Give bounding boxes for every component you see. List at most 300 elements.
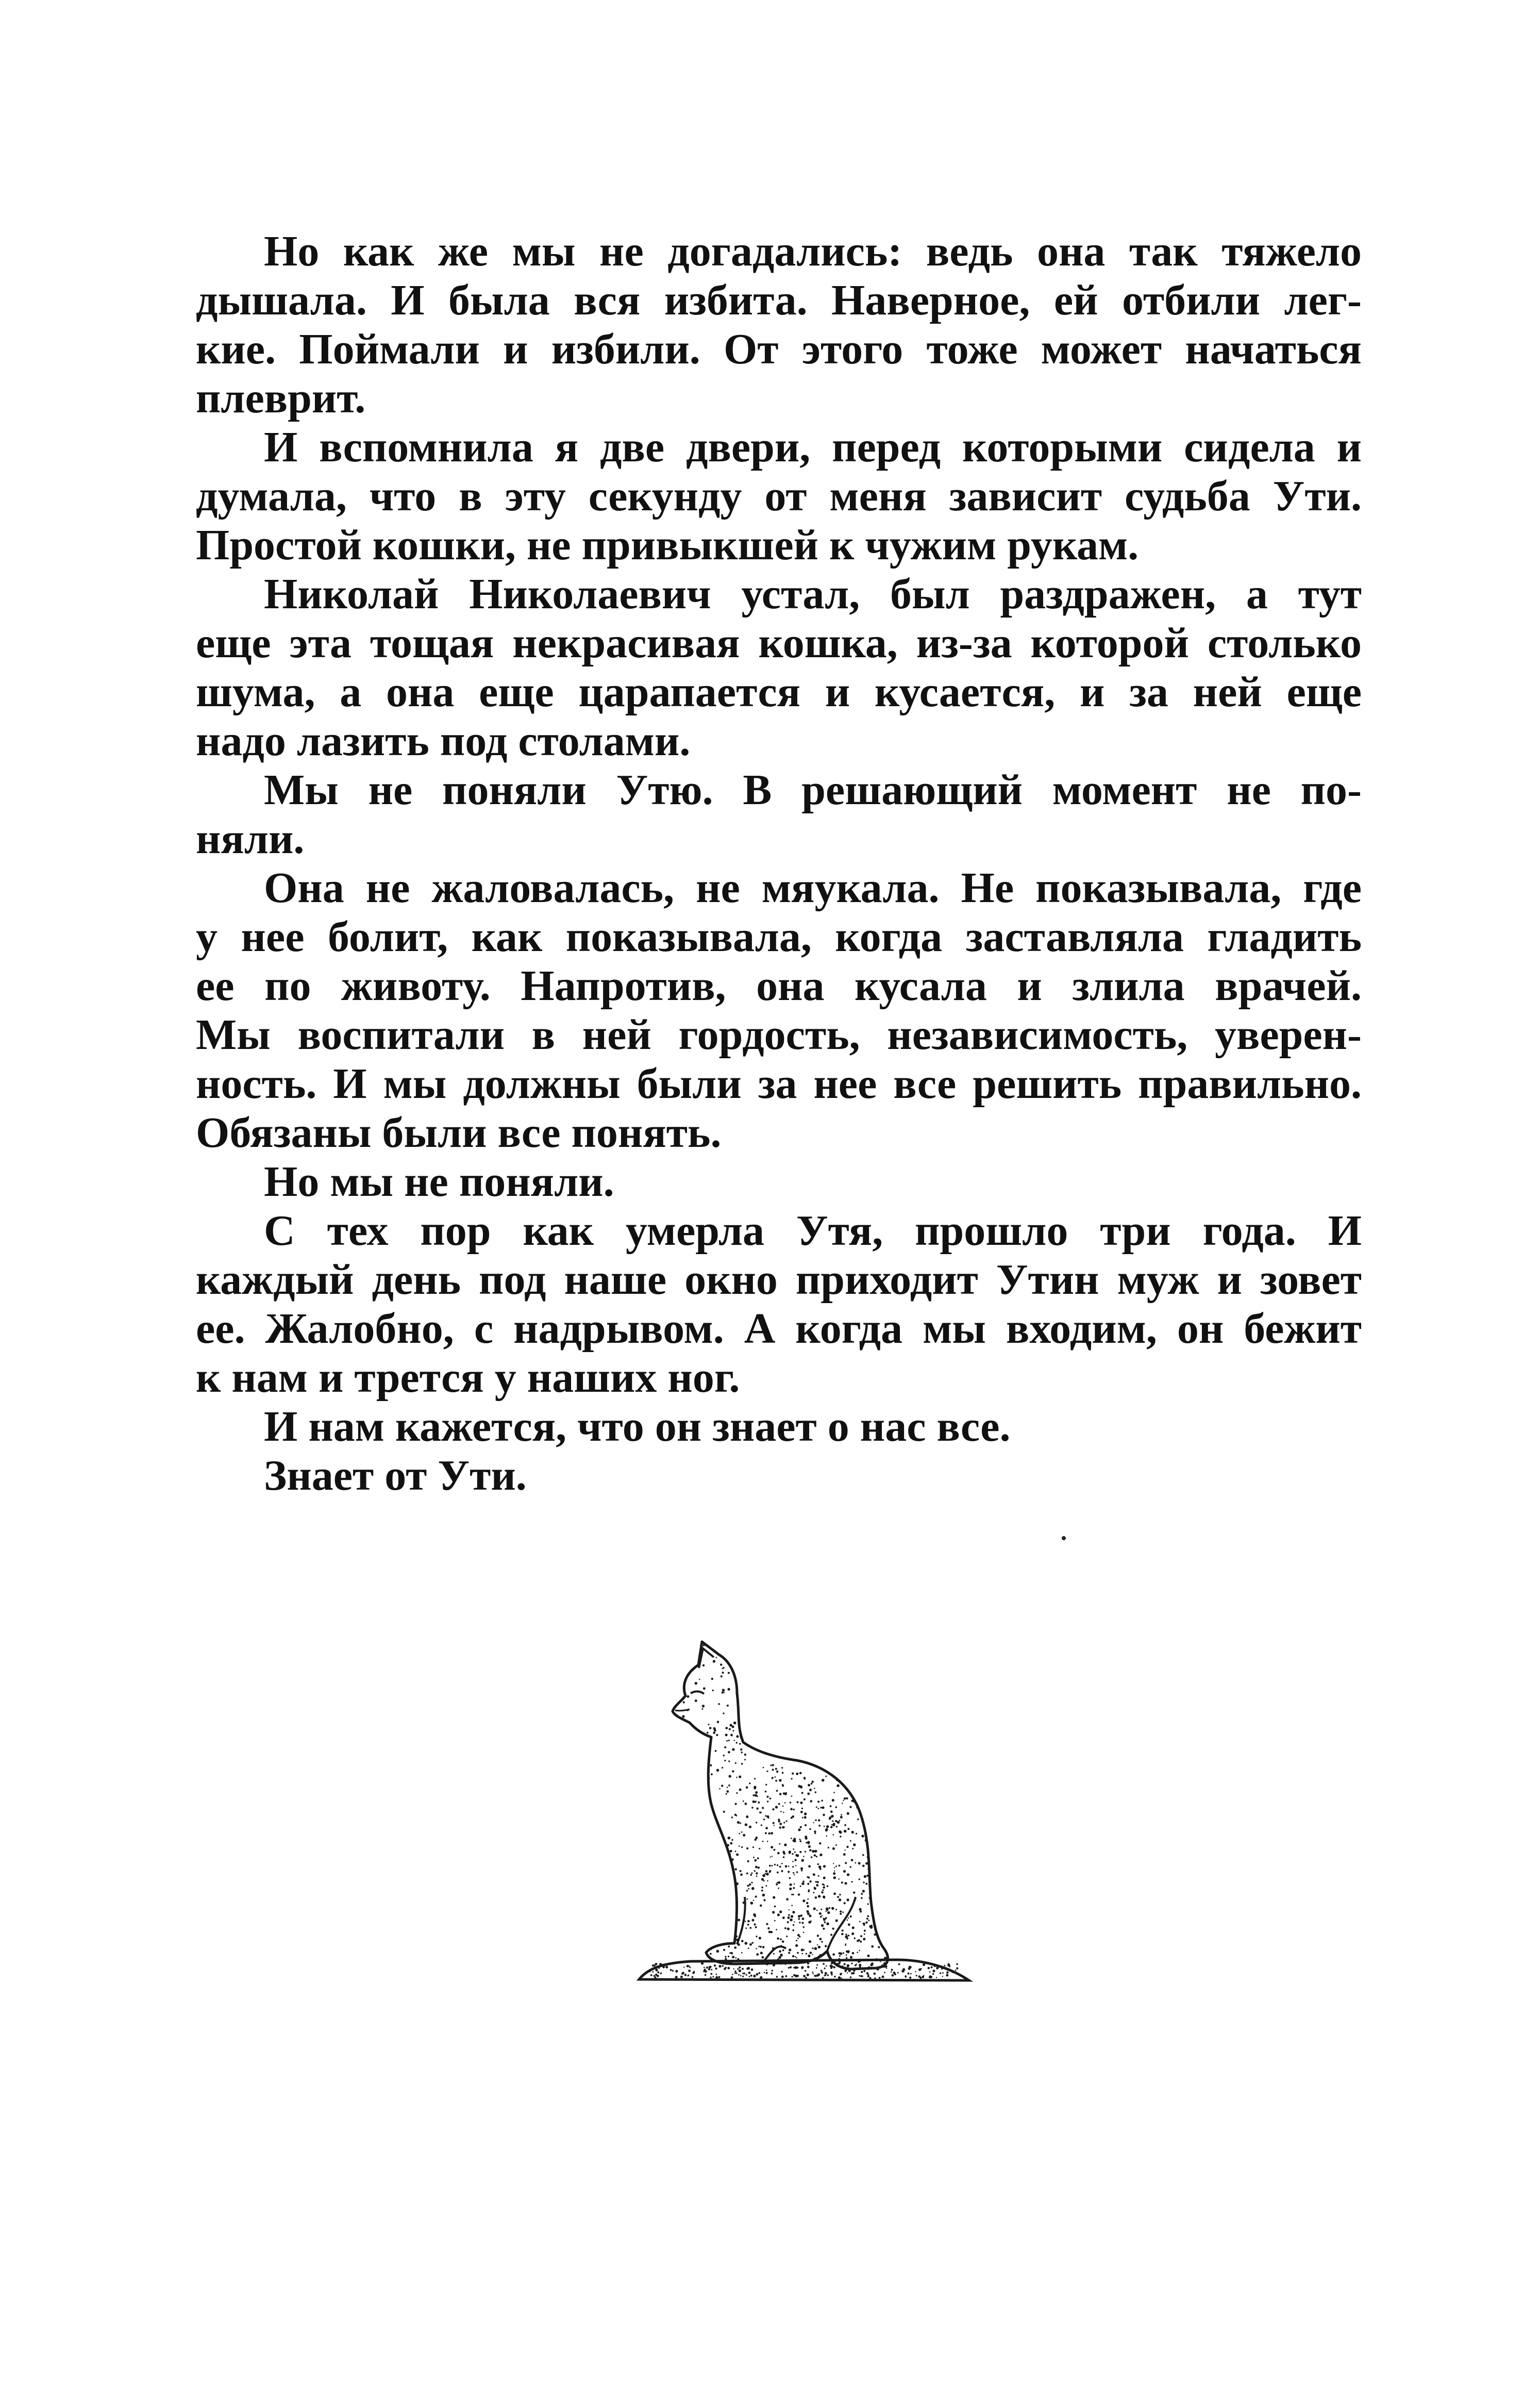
stipple-dot (874, 1777, 876, 1779)
stipple-dot (803, 1975, 806, 1977)
stipple-dot (801, 1870, 802, 1871)
stipple-dot (916, 1975, 917, 1976)
text-line: Обязаны были все понять. (196, 1109, 722, 1157)
stipple-dot (796, 1957, 797, 1958)
stipple-dot (860, 1639, 862, 1641)
stipple-dot (887, 1755, 890, 1758)
stipple-dot (889, 1672, 891, 1674)
stipple-dot (715, 1976, 718, 1979)
stipple-dot (774, 1825, 775, 1826)
stipple-dot (727, 1967, 730, 1970)
stipple-dot (664, 1754, 666, 1756)
stipple-dot (878, 1787, 880, 1789)
stipple-dot (789, 1888, 792, 1890)
stipple-dot (719, 1835, 721, 1837)
stipple-dot (670, 1969, 672, 1971)
stipple-dot (873, 1673, 874, 1674)
stipple-dot (836, 1826, 838, 1827)
stipple-dot (667, 1826, 669, 1828)
stipple-dot (869, 1925, 872, 1928)
stipple-dot (763, 1659, 765, 1661)
stipple-dot (764, 1972, 765, 1973)
stipple-dot (755, 1839, 757, 1841)
stipple-dot (710, 1977, 711, 1978)
stipple-dot (682, 1860, 684, 1862)
stipple-dot (823, 1886, 825, 1889)
stipple-dot (848, 1923, 850, 1926)
stipple-dot (832, 1953, 835, 1956)
stipple-dot (889, 1744, 891, 1746)
stipple-dot (799, 1710, 802, 1712)
stipple-dot (766, 1771, 768, 1772)
stipple-dot (885, 1921, 888, 1923)
stipple-dot (881, 1861, 884, 1864)
stipple-dot (849, 1806, 851, 1808)
stipple-dot (699, 1679, 700, 1680)
stipple-dot (817, 1689, 819, 1691)
stipple-dot (850, 1840, 851, 1842)
stipple-dot (811, 1719, 813, 1721)
stipple-dot (780, 1670, 782, 1672)
stipple-dot (818, 1720, 821, 1722)
stipple-dot (861, 1795, 863, 1797)
stipple-dot (756, 1822, 757, 1823)
stipple-dot (841, 1670, 842, 1671)
stipple-dot (862, 1688, 863, 1689)
stipple-dot (801, 1808, 803, 1809)
stipple-dot (783, 1966, 785, 1968)
stipple-dot (818, 1711, 820, 1713)
stipple-dot (654, 1976, 656, 1978)
stipple-dot (813, 1756, 815, 1759)
text-line: плеврит. (196, 374, 366, 422)
stipple-dot (843, 1799, 844, 1801)
stipple-dot (762, 1874, 765, 1877)
stipple-dot (889, 1852, 891, 1855)
stipple-dot (688, 1970, 691, 1972)
stipple-dot (890, 1706, 892, 1708)
stipple-dot (708, 1742, 710, 1744)
stipple-dot (885, 1924, 888, 1926)
stipple-dot (775, 1722, 777, 1723)
stipple-dot (715, 1912, 716, 1913)
stipple-dot (773, 1690, 774, 1692)
stipple-dot (766, 1970, 767, 1971)
stipple-dot (877, 1771, 878, 1772)
stipple-dot (740, 1822, 741, 1824)
stipple-dot (807, 1966, 810, 1969)
stipple-dot (704, 1888, 705, 1889)
stipple-dot (708, 1968, 710, 1970)
stipple-dot (847, 1965, 849, 1968)
stipple-dot (808, 1842, 810, 1844)
stipple-dot (885, 1849, 888, 1852)
stipple-dot (664, 1919, 667, 1922)
stipple-dot (881, 1721, 883, 1722)
stipple-dot (861, 1971, 863, 1973)
stipple-dot (665, 1966, 668, 1969)
stipple-dot (773, 1682, 775, 1685)
stipple-dot (825, 1974, 826, 1976)
stipple-dot (711, 1678, 713, 1680)
stipple-dot (812, 1965, 814, 1968)
stipple-dot (687, 1879, 688, 1880)
stipple-dot (816, 1719, 819, 1722)
stipple-dot (868, 1784, 871, 1787)
stipple-dot (707, 1859, 709, 1861)
stipple-dot (814, 1788, 815, 1789)
stipple-dot (723, 1949, 725, 1951)
stipple-dot (808, 1865, 811, 1868)
stipple-dot (824, 1677, 826, 1678)
stipple-dot (864, 1875, 866, 1878)
stipple-dot (775, 1738, 777, 1740)
stipple-dot (882, 1976, 884, 1978)
text-line: Она не жаловалась, не мяукала. Не показывала, где (264, 864, 1362, 912)
stipple-dot (701, 1903, 704, 1905)
stipple-dot (838, 1776, 840, 1777)
stipple-dot (786, 1936, 788, 1937)
stipple-dot (783, 1822, 785, 1823)
stipple-dot (671, 1842, 673, 1844)
stipple-dot (807, 1876, 808, 1878)
stipple-dot (716, 1769, 719, 1772)
stipple-dot (867, 1786, 869, 1788)
cat-eye (691, 1691, 704, 1694)
stipple-dot (882, 1839, 885, 1841)
stipple-dot (802, 1817, 804, 1819)
stipple-dot (817, 1863, 819, 1865)
stipple-dot (799, 1851, 801, 1853)
stipple-dot (755, 1866, 758, 1869)
stipple-dot (830, 1967, 832, 1969)
stipple-dot (690, 1751, 693, 1754)
stipple-dot (788, 1679, 789, 1681)
stipple-dot (856, 1719, 858, 1721)
stipple-dot (847, 1873, 849, 1876)
stipple-dot (746, 1974, 747, 1976)
stipple-dot (773, 1953, 775, 1955)
stipple-dot (791, 1691, 794, 1694)
stipple-dot (679, 1952, 681, 1954)
stipple-dot (875, 1842, 876, 1843)
stipple-dot (694, 1789, 696, 1791)
stipple-dot (679, 1779, 680, 1780)
stipple-dot (802, 1718, 805, 1720)
stipple-dot (769, 1797, 772, 1799)
stipple-dot (803, 1699, 805, 1701)
stipple-dot (811, 1969, 813, 1971)
stipple-dot (671, 1944, 673, 1947)
stipple-dot (687, 1910, 689, 1912)
stipple-dot (817, 1644, 819, 1646)
stipple-dot (877, 1811, 879, 1813)
stipple-dot (673, 1968, 674, 1970)
stipple-dot (858, 1793, 860, 1795)
stipple-dot (743, 1801, 744, 1802)
stipple-dot (668, 1960, 670, 1962)
stipple-dot (809, 1880, 811, 1882)
stipple-dot (845, 1936, 848, 1939)
stipple-dot (663, 1905, 666, 1907)
stipple-dot (829, 1708, 831, 1709)
stipple-dot (877, 1880, 879, 1882)
stipple-dot (677, 1720, 679, 1722)
stipple-dot (801, 1788, 802, 1789)
stipple-dot (665, 1902, 666, 1903)
stipple-dot (840, 1831, 842, 1834)
stipple-dot (708, 1919, 709, 1920)
stipple-dot (885, 1674, 888, 1676)
stipple-dot (808, 1745, 810, 1747)
stipple-dot (726, 1793, 727, 1795)
stipple-dot (871, 1962, 874, 1965)
stipple-dot (745, 1927, 747, 1929)
stipple-dot (781, 1976, 784, 1978)
stipple-dot (816, 1806, 817, 1808)
stipple-dot (863, 1722, 866, 1724)
stipple-dot (850, 1976, 852, 1978)
stipple-dot (716, 1934, 719, 1936)
stipple-dot (918, 1975, 921, 1978)
stipple-dot (780, 1954, 783, 1957)
stipple-dot (742, 1661, 743, 1662)
stipple-dot (827, 1885, 829, 1887)
stipple-dot (773, 1964, 775, 1966)
stipple-dot (766, 1873, 769, 1876)
stipple-dot (863, 1881, 864, 1883)
stipple-dot (753, 1900, 754, 1901)
stipple-dot (698, 1965, 700, 1967)
stipple-dot (936, 1977, 937, 1978)
stipple-dot (760, 1976, 762, 1979)
stipple-dot (832, 1820, 833, 1822)
stipple-dot (746, 1678, 747, 1679)
stipple-dot (675, 1798, 677, 1801)
stipple-dot (873, 1901, 875, 1903)
stipple-dot (683, 1855, 686, 1858)
stipple-dot (922, 1976, 924, 1978)
stipple-dot (732, 1748, 734, 1751)
stipple-dot (772, 1769, 774, 1771)
stipple-dot (729, 1937, 730, 1939)
stipple-dot (756, 1640, 758, 1642)
stipple-dot (819, 1912, 822, 1915)
stipple-dot (771, 1846, 773, 1848)
stipple-dot (852, 1653, 853, 1654)
stipple-dot (668, 1939, 671, 1942)
stipple-dot (775, 1675, 776, 1677)
stipple-dot (813, 1907, 816, 1910)
stipple-dot (874, 1811, 876, 1813)
stipple-dot (716, 1886, 719, 1889)
stipple-dot (821, 1656, 823, 1658)
stipple-dot (804, 1949, 805, 1951)
stipple-dot (796, 1871, 798, 1873)
stipple-dot (879, 1695, 881, 1697)
stipple-dot (676, 1742, 678, 1744)
stipple-dot (864, 1779, 866, 1781)
stipple-dot (814, 1832, 816, 1834)
stipple-dot (773, 1685, 775, 1688)
stipple-dot (857, 1710, 859, 1713)
stipple-dot (759, 1731, 760, 1733)
stipple-dot (752, 1846, 754, 1848)
stipple-dot (702, 1847, 704, 1849)
stipple-dot (942, 1976, 943, 1977)
stipple-dot (867, 1968, 869, 1970)
stipple-dot (779, 1950, 781, 1953)
stipple-dot (724, 1968, 726, 1970)
stipple-dot (773, 1896, 775, 1898)
stipple-dot (706, 1835, 709, 1838)
stipple-dot (831, 1824, 833, 1826)
stipple-dot (753, 1794, 755, 1796)
stipple-dot (826, 1836, 828, 1837)
stipple-dot (830, 1970, 831, 1971)
stipple-dot (742, 1721, 744, 1724)
stipple-dot (666, 1900, 668, 1902)
stipple-dot (796, 1854, 799, 1857)
stipple-dot (813, 1822, 814, 1823)
stipple-dot (813, 1892, 814, 1893)
stipple-dot (857, 1940, 859, 1942)
stipple-dot (792, 1861, 794, 1862)
stipple-dot (819, 1938, 822, 1940)
stipple-dot (658, 1968, 660, 1969)
stipple-dot (680, 1976, 683, 1978)
stipple-dot (661, 1964, 663, 1966)
stipple-dot (734, 1946, 736, 1949)
stipple-dot (695, 1928, 698, 1930)
stipple-dot (654, 1966, 655, 1967)
stipple-dot (769, 1666, 771, 1668)
stipple-dot (799, 1840, 801, 1842)
stipple-dot (707, 1741, 708, 1742)
stipple-dot (827, 1723, 829, 1725)
stipple-dot (889, 1969, 891, 1971)
stipple-dot (819, 1854, 822, 1856)
stipple-dot (681, 1777, 682, 1778)
stipple-dot (825, 1643, 827, 1645)
stipple-dot (749, 1927, 751, 1929)
stipple-dot (649, 1971, 651, 1972)
stipple-dot (715, 1968, 717, 1970)
stipple-dot (776, 1771, 778, 1773)
stipple-dot (864, 1713, 866, 1716)
stipple-dot (722, 1767, 723, 1769)
stipple-dot (820, 1916, 822, 1918)
stipple-dot (891, 1898, 892, 1899)
stipple-dot (705, 1939, 708, 1941)
stipple-dot (857, 1775, 859, 1777)
stipple-dot (882, 1719, 884, 1721)
stipple-dot (758, 1664, 760, 1667)
stipple-dot (742, 1968, 744, 1970)
stipple-dot (762, 1956, 764, 1959)
stipple-dot (829, 1907, 831, 1909)
stipple-dot (819, 1842, 821, 1844)
stipple-dot (881, 1798, 883, 1801)
stipple-dot (866, 1747, 868, 1749)
stipple-dot (875, 1839, 877, 1841)
stipple-dot (745, 1803, 747, 1805)
stipple-dot (705, 1974, 707, 1976)
stipple-dot (840, 1719, 843, 1721)
stipple-dot (724, 1971, 725, 1973)
stipple-dot (759, 1645, 761, 1646)
stipple-dot (728, 1945, 730, 1947)
stipple-dot (883, 1907, 884, 1909)
stipple-dot (801, 1792, 804, 1794)
stipple-dot (800, 1914, 802, 1916)
stipple-dot (793, 1924, 794, 1926)
stipple-dot (848, 1935, 850, 1937)
stipple-dot (739, 1689, 741, 1691)
stipple-dot (788, 1914, 790, 1916)
stipple-dot (794, 1859, 796, 1861)
stipple-dot (679, 1914, 682, 1916)
stipple-dot (850, 1784, 851, 1786)
stipple-dot (790, 1686, 793, 1688)
stipple-dot (790, 1966, 792, 1968)
stipple-dot (716, 1950, 719, 1953)
stipple-dot (845, 1934, 847, 1935)
stipple-dot (875, 1833, 876, 1835)
stipple-dot (789, 1877, 791, 1879)
stipple-dot (672, 1663, 674, 1665)
stipple-dot (876, 1754, 878, 1755)
stipple-dot (729, 1728, 731, 1730)
stipple-dot (708, 1872, 710, 1874)
stipple-dot (688, 1975, 689, 1976)
stipple-dot (788, 1657, 789, 1659)
stipple-dot (698, 1875, 700, 1877)
stipple-dot (885, 1876, 888, 1879)
stipple-dot (867, 1755, 869, 1757)
stipple-dot (821, 1688, 823, 1690)
stipple-dot (763, 1880, 765, 1882)
cat-outline (673, 1642, 888, 1969)
stipple-dot (710, 1953, 712, 1955)
stipple-dot (770, 1764, 772, 1766)
text-line: ность. И мы должны были за нее все решить правильно. (196, 1060, 1362, 1108)
stipple-dot (779, 1826, 781, 1828)
stipple-dot (696, 1792, 698, 1794)
stipple-dot (838, 1952, 840, 1954)
stipple-dot (881, 1657, 882, 1659)
stipple-dot (775, 1711, 777, 1713)
stipple-dot (784, 1802, 786, 1804)
stipple-dot (823, 1928, 825, 1930)
stipple-dot (746, 1740, 748, 1742)
stipple-dot (837, 1722, 840, 1725)
stipple-dot (723, 1755, 725, 1756)
stipple-dot (748, 1888, 749, 1890)
stipple-dot (676, 1760, 679, 1763)
stipple-dot (744, 1754, 746, 1756)
stipple-dot (724, 1972, 725, 1973)
stipple-dot (766, 1972, 768, 1974)
stipple-dot (854, 1938, 856, 1939)
stipple-dot (710, 1905, 712, 1907)
paragraph (196, 423, 1362, 570)
stipple-dot (821, 1972, 823, 1974)
stipple-dot (689, 1913, 691, 1915)
stipple-dot (673, 1914, 675, 1916)
stipple-dot (708, 1640, 710, 1642)
stipple-dot (885, 1874, 887, 1876)
